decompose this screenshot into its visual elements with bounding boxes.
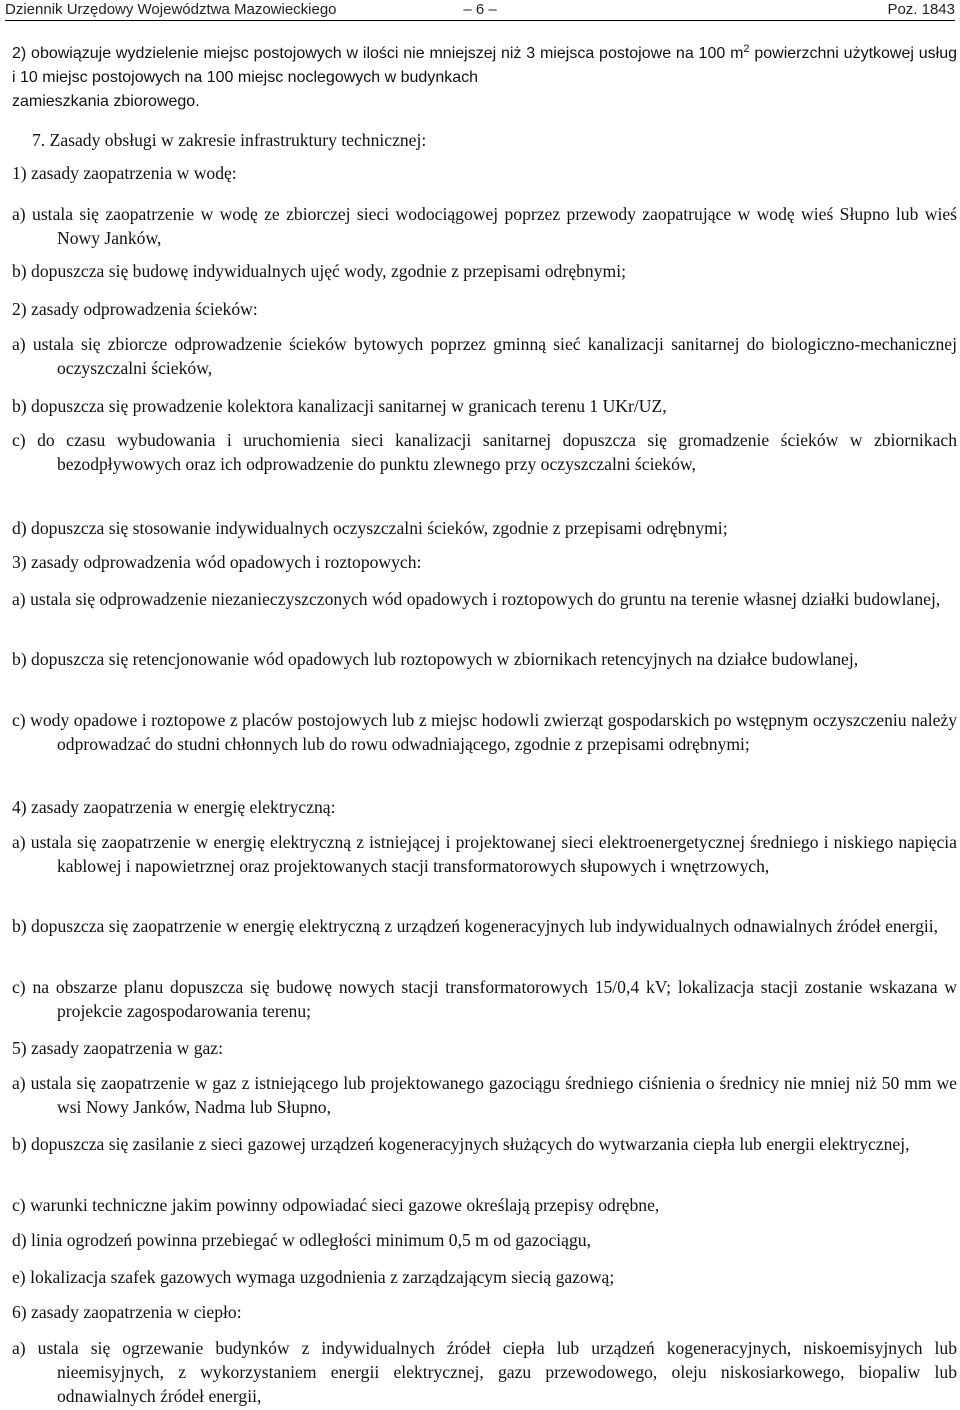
item-position: Poz. 1843 bbox=[887, 1, 955, 18]
item-2b: b) dopuszcza się prowadzenie kolektora kanalizacji sanitarnej w granicach terenu 1 UKr/UZ, bbox=[12, 396, 667, 416]
item-2a: a) ustala się zbiorcze odprowadzenie ścieków bytowych poprzez gminną sieć kanalizacji sanitarnej do biologiczno-mechanicznej oczyszczalni ścieków, bbox=[12, 334, 957, 378]
item-2c: c) do czasu wybudowania i uruchomienia sieci kanalizacji sanitarnej dopuszcza się gromadzenie ścieków w zbiornikach bezodpływowych oraz ich odprowadzenie do punktu zlewnego przy oczyszczalni ścieków, bbox=[12, 430, 957, 474]
item-6-heading: 6) zasady zaopatrzenia w ciepło: bbox=[12, 1302, 242, 1322]
item-4b: b) dopuszcza się zaopatrzenie w energię elektryczną z urządzeń kogeneracyjnych lub indywidualnych odnawialnych źródeł energii, bbox=[12, 916, 939, 936]
section-7-heading: 7. Zasady obsługi w zakresie infrastruktury technicznej: bbox=[32, 130, 427, 150]
item-4a: a) ustala się zaopatrzenie w energię elektryczną z istniejącej i projektowanej sieci elektroenergetycznej średniego i niskiego napięcia kablowej i napowietrznej oraz projektowanych stacji transformatorowych słupowych i wnętrzowych, bbox=[12, 832, 957, 876]
item-4-heading: 4) zasady zaopatrzenia w energię elektryczną: bbox=[12, 797, 336, 817]
item-3-heading: 3) zasady odprowadzenia wód opadowych i roztopowych: bbox=[12, 552, 422, 572]
item-1-heading: 1) zasady zaopatrzenia w wodę: bbox=[12, 163, 237, 183]
item-4c: c) na obszarze planu dopuszcza się budowę nowych stacji transformatorowych 15/0,4 kV; lokalizacja stacji zostanie wskazana w projekcie zagospodarowania terenu; bbox=[12, 977, 957, 1021]
journal-title: Dziennik Urzędowy Województwa Mazowieckiego bbox=[5, 1, 337, 18]
paragraph-parking bbox=[12, 42, 957, 90]
item-3a: a) ustala się odprowadzenie niezanieczyszczonych wód opadowych i roztopowych do gruntu na terenie własnej działki budowlanej, bbox=[12, 589, 941, 609]
paragraph-parking-end: zamieszkania zbiorowego. bbox=[12, 93, 200, 110]
item-5c: c) warunki techniczne jakim powinny odpowiadać sieci gazowe określają przepisy odrębne, bbox=[12, 1195, 660, 1215]
item-5e: e) lokalizacja szafek gazowych wymaga uzgodnienia z zarządzającym siecią gazową; bbox=[12, 1267, 615, 1287]
item-6a: a) ustala się ogrzewanie budynków z indywidualnych źródeł ciepła lub urządzeń kogeneracyjnych, niskoemisyjnych lub nieemisyjnych, z wykorzystaniem energii elektrycznej, gazu przewodowego, oleju niskosiarkowego, biopaliw lub odnawialnych źródeł energii, bbox=[12, 1338, 957, 1406]
item-2d: d) dopuszcza się stosowanie indywidualnych oczyszczalni ścieków, zgodnie z przepisami odrębnymi; bbox=[12, 518, 728, 538]
item-1b: b) dopuszcza się budowę indywidualnych ujęć wody, zgodnie z przepisami odrębnymi; bbox=[12, 261, 626, 281]
parking-text-cont: powierzchni użytkowej usług i 10 miejsc postojowych na 100 miejsc noclegowych w budynkach bbox=[12, 45, 957, 86]
item-5a: a) ustala się zaopatrzenie w gaz z istniejącego lub projektowanego gazociągu średniego ciśnienia o średnicy nie mniej niż 50 mm we wsi Nowy Janków, Nadma lub Słupno, bbox=[12, 1073, 957, 1117]
parking-superscript: 2 bbox=[743, 43, 750, 55]
item-3b: b) dopuszcza się retencjonowanie wód opadowych lub roztopowych w zbiornikach retencyjnych na działce budowlanej, bbox=[12, 649, 859, 669]
page-header bbox=[5, 0, 955, 21]
item-5d: d) linia ogrodzeń powinna przebiegać w odległości minimum 0,5 m od gazociągu, bbox=[12, 1230, 591, 1250]
item-5b: b) dopuszcza się zasilanie z sieci gazowej urządzeń kogeneracyjnych służących do wytwarzania ciepła lub energii elektrycznej, bbox=[12, 1134, 910, 1154]
item-5-heading: 5) zasady zaopatrzenia w gaz: bbox=[12, 1038, 224, 1058]
page-number: – 6 – bbox=[463, 1, 497, 18]
item-3c: c) wody opadowe i roztopowe z placów postojowych lub z miejsc hodowli zwierząt gospodarskich po wstępnym oczyszczeniu należy odprowadzać do studni chłonnych lub do rowu odwadniającego, zgodnie z przepisami odrębnymi; bbox=[12, 710, 957, 754]
parking-text: 2) obowiązuje wydzielenie miejsc postojowych w ilości nie mniejszej niż 3 miejsca postojowe na 100 m bbox=[12, 45, 744, 62]
item-2-heading: 2) zasady odprowadzenia ścieków: bbox=[12, 299, 258, 319]
item-1a: a) ustala się zaopatrzenie w wodę ze zbiorczej sieci wodociągowej poprzez przewody zaopatrujące w wodę wieś Słupno lub wieś Nowy Janków, bbox=[12, 204, 957, 248]
